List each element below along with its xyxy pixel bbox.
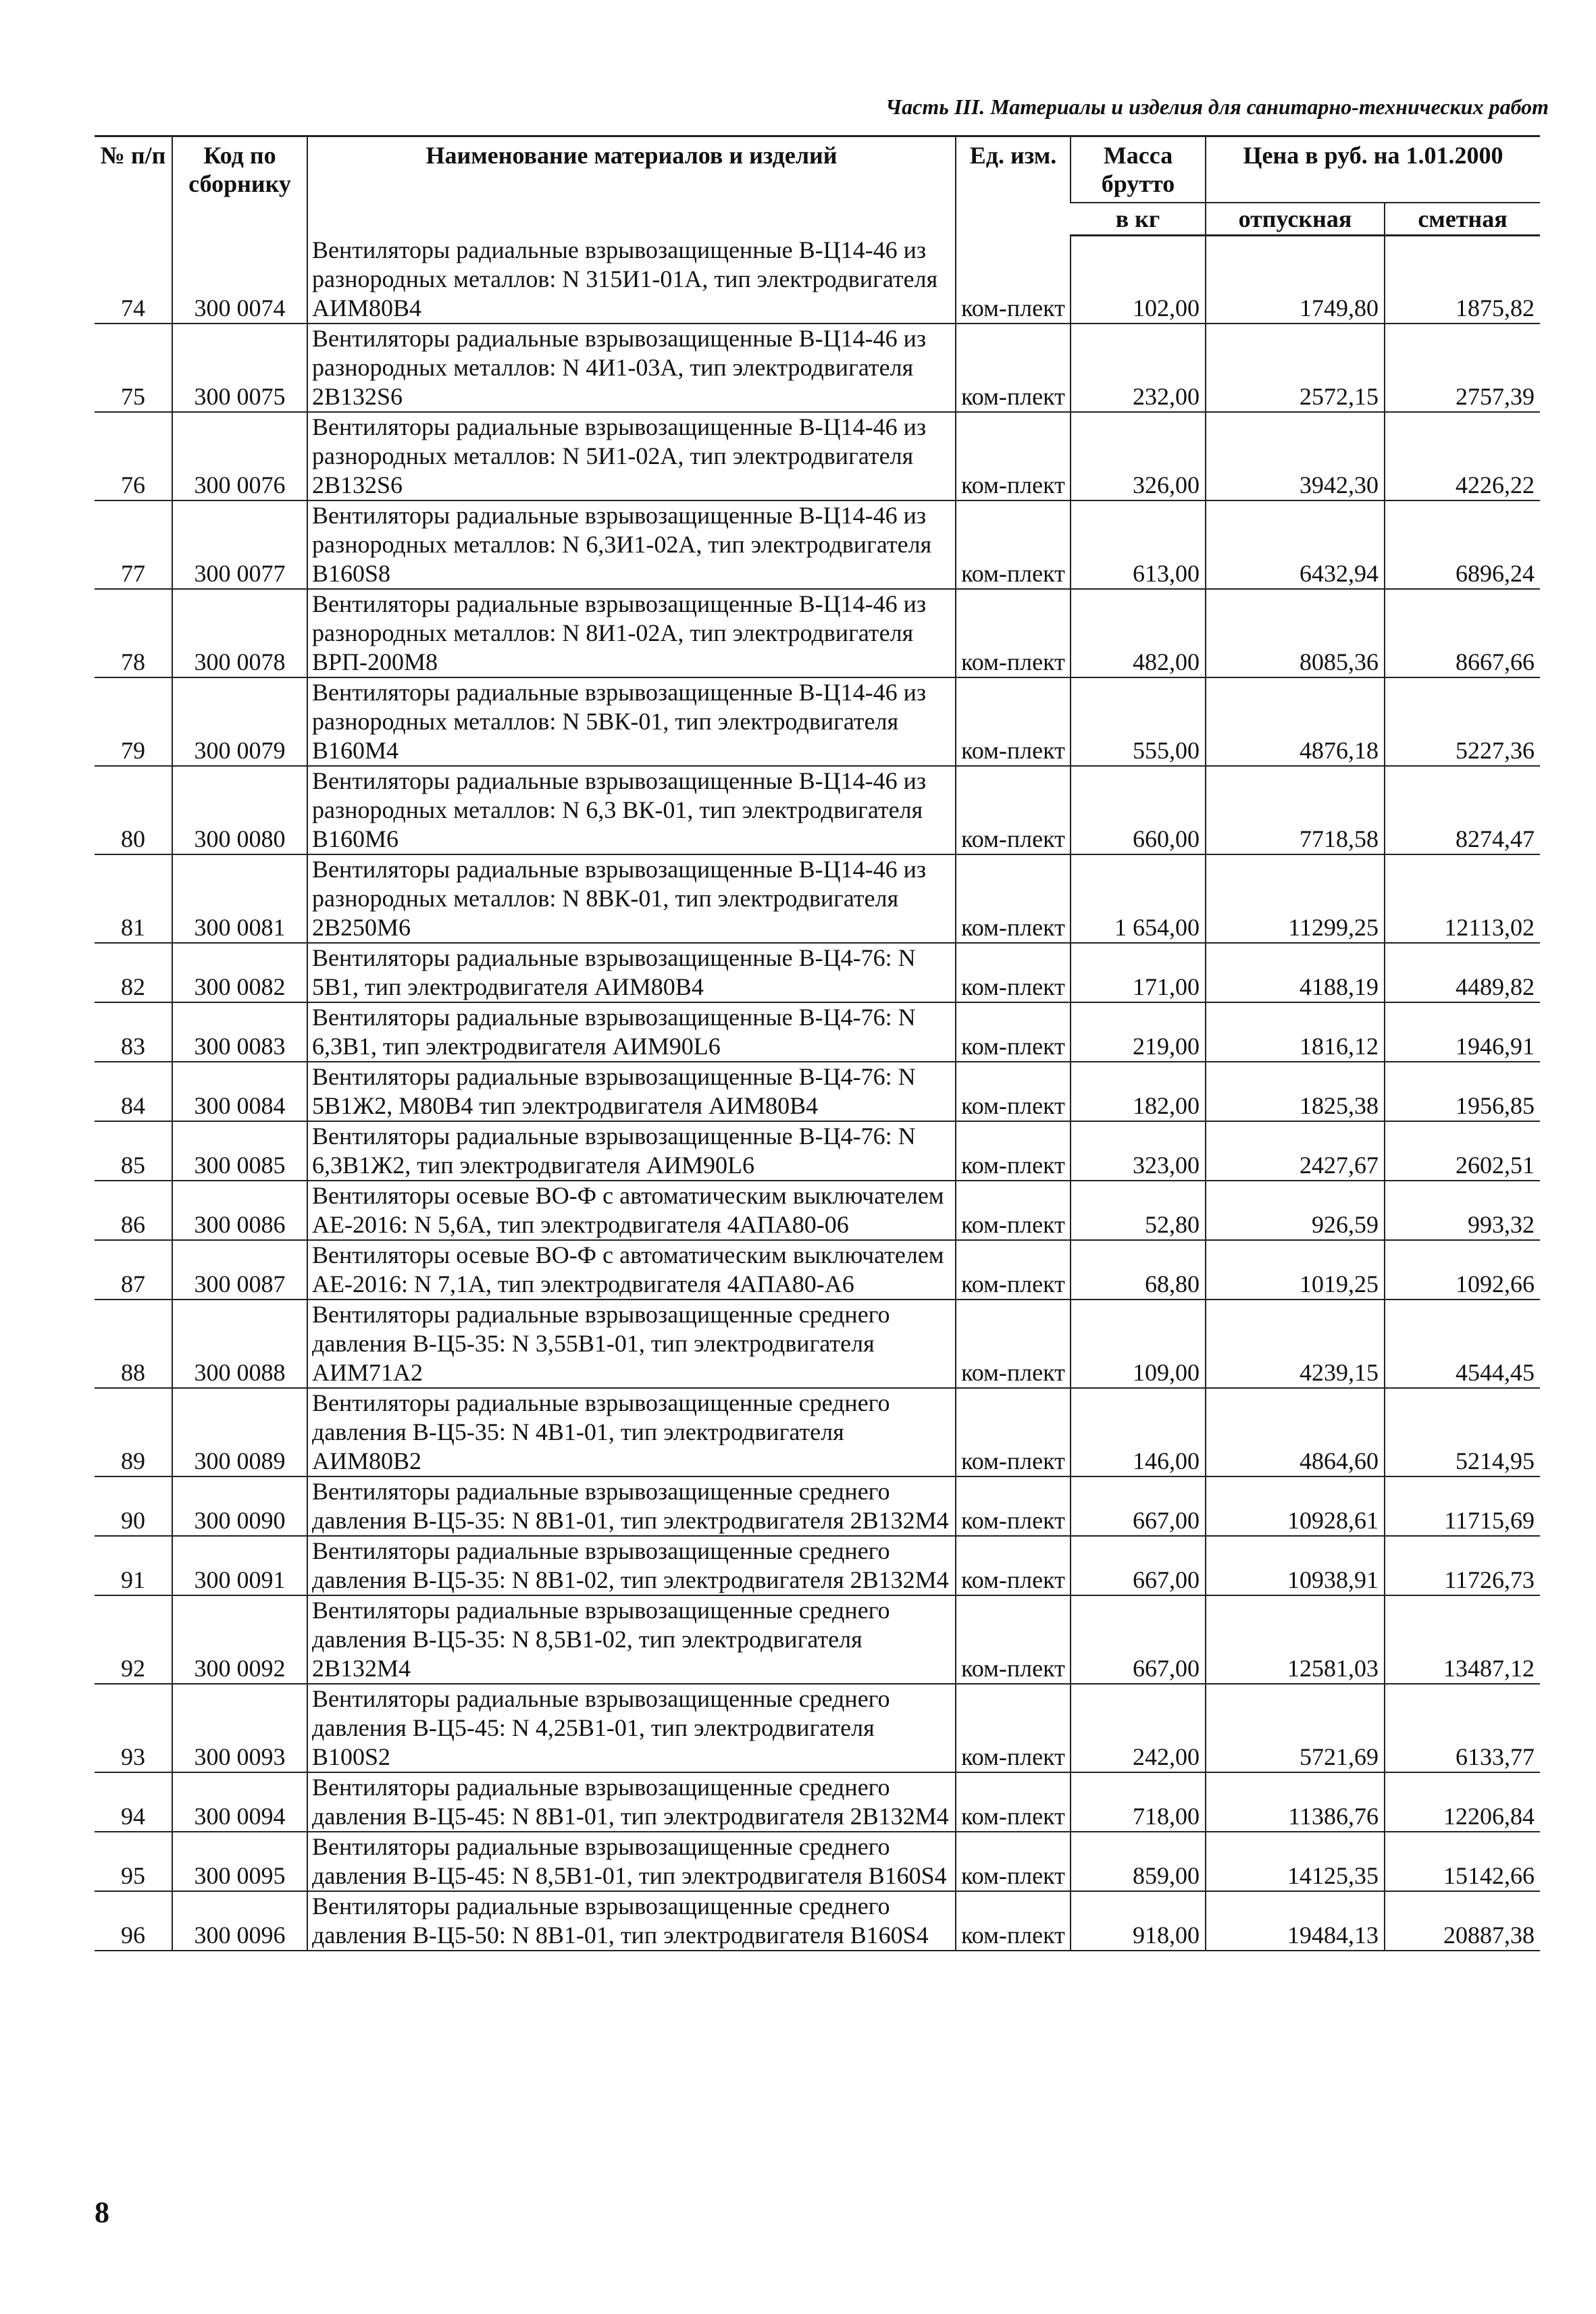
row-num: 78 — [95, 589, 172, 677]
row-unit: ком-плект — [956, 1536, 1071, 1595]
row-num: 85 — [95, 1121, 172, 1181]
row-price-estimate: 8274,47 — [1385, 766, 1540, 854]
row-mass: 326,00 — [1071, 412, 1206, 500]
row-price-estimate: 1092,66 — [1385, 1240, 1540, 1300]
row-code: 300 0082 — [172, 943, 307, 1002]
col-header-mass-unit: в кг — [1071, 203, 1206, 236]
row-price-estimate: 5214,95 — [1385, 1388, 1540, 1476]
row-num: 89 — [95, 1388, 172, 1476]
table-row — [95, 766, 1540, 854]
table-row — [95, 1002, 1540, 1062]
row-mass: 232,00 — [1071, 324, 1206, 412]
row-price-release: 1749,80 — [1206, 236, 1385, 324]
row-price-release: 11299,25 — [1206, 854, 1385, 943]
table-row — [95, 236, 1540, 324]
row-name: Вентиляторы радиальные взрывозащищенные среднего давления В-Ц5-50: N 8В1-01, тип электродвигателя В160S4 — [307, 1891, 956, 1951]
row-code: 300 0084 — [172, 1062, 307, 1121]
col-header-price-group: Цена в руб. на 1.01.2000 — [1206, 136, 1540, 203]
row-code: 300 0078 — [172, 589, 307, 677]
row-unit: ком-плект — [956, 1891, 1071, 1951]
row-name: Вентиляторы радиальные взрывозащищенные В-Ц4-76: N 5В1Ж2, М80В4 тип электродвигателя АИМ80В4 — [307, 1062, 956, 1121]
row-mass: 660,00 — [1071, 766, 1206, 854]
row-num: 79 — [95, 677, 172, 766]
row-unit: ком-плект — [956, 1772, 1071, 1832]
row-name: Вентиляторы радиальные взрывозащищенные В-Ц14-46 из разнородных металлов: N 8ВК-01, тип электродвигателя 2В250М6 — [307, 854, 956, 943]
row-price-estimate: 2757,39 — [1385, 324, 1540, 412]
row-mass: 859,00 — [1071, 1832, 1206, 1891]
row-num: 94 — [95, 1772, 172, 1832]
row-price-release: 4876,18 — [1206, 677, 1385, 766]
row-name: Вентиляторы радиальные взрывозащищенные В-Ц14-46 из разнородных металлов: N 5И1-02А, тип электродвигателя 2В132S6 — [307, 412, 956, 500]
row-price-release: 926,59 — [1206, 1181, 1385, 1240]
row-num: 84 — [95, 1062, 172, 1121]
row-unit: ком-плект — [956, 1002, 1071, 1062]
row-price-release: 7718,58 — [1206, 766, 1385, 854]
table-row — [95, 412, 1540, 500]
row-mass: 918,00 — [1071, 1891, 1206, 1951]
row-price-estimate: 4226,22 — [1385, 412, 1540, 500]
page-number: 8 — [95, 2196, 109, 2229]
row-price-release: 4864,60 — [1206, 1388, 1385, 1476]
row-code: 300 0080 — [172, 766, 307, 854]
row-num: 82 — [95, 943, 172, 1002]
row-name: Вентиляторы радиальные взрывозащищенные среднего давления В-Ц5-45: N 8В1-01, тип электродвигателя 2В132М4 — [307, 1772, 956, 1832]
col-header-name: Наименование материалов и изделий — [307, 136, 956, 236]
row-code: 300 0093 — [172, 1684, 307, 1772]
row-price-estimate: 15142,66 — [1385, 1832, 1540, 1891]
row-unit: ком-плект — [956, 1062, 1071, 1121]
row-code: 300 0083 — [172, 1002, 307, 1062]
row-unit: ком-плект — [956, 854, 1071, 943]
table-row — [95, 1891, 1540, 1951]
table-body — [95, 236, 1540, 1951]
row-code: 300 0095 — [172, 1832, 307, 1891]
row-price-release: 5721,69 — [1206, 1684, 1385, 1772]
row-num: 90 — [95, 1476, 172, 1536]
row-price-estimate: 1875,82 — [1385, 236, 1540, 324]
row-mass: 68,80 — [1071, 1240, 1206, 1300]
row-price-estimate: 8667,66 — [1385, 589, 1540, 677]
row-price-release: 3942,30 — [1206, 412, 1385, 500]
row-name: Вентиляторы радиальные взрывозащищенные В-Ц14-46 из разнородных металлов: N 8И1-02А, тип электродвигателя ВРП-200М8 — [307, 589, 956, 677]
table-row — [95, 1300, 1540, 1388]
row-mass: 323,00 — [1071, 1121, 1206, 1181]
row-price-release: 14125,35 — [1206, 1832, 1385, 1891]
row-price-release: 8085,36 — [1206, 589, 1385, 677]
row-code: 300 0087 — [172, 1240, 307, 1300]
table-row — [95, 500, 1540, 589]
row-name: Вентиляторы радиальные взрывозащищенные В-Ц4-76: N 6,3В1, тип электродвигателя АИМ90L6 — [307, 1002, 956, 1062]
row-num: 74 — [95, 236, 172, 324]
row-name: Вентиляторы радиальные взрывозащищенные В-Ц14-46 из разнородных металлов: N 315И1-01А, тип электродвигателя АИМ80В4 — [307, 236, 956, 324]
row-mass: 667,00 — [1071, 1595, 1206, 1684]
price-table — [95, 135, 1540, 1951]
row-price-estimate: 5227,36 — [1385, 677, 1540, 766]
row-unit: ком-плект — [956, 1300, 1071, 1388]
row-mass: 613,00 — [1071, 500, 1206, 589]
row-code: 300 0076 — [172, 412, 307, 500]
row-price-estimate: 4544,45 — [1385, 1300, 1540, 1388]
row-price-release: 10938,91 — [1206, 1536, 1385, 1595]
col-header-code: Код по сборнику — [172, 136, 307, 236]
row-name: Вентиляторы радиальные взрывозащищенные среднего давления В-Ц5-35: N 8В1-01, тип электродвигателя 2В132М4 — [307, 1476, 956, 1536]
table-row — [95, 324, 1540, 412]
row-mass: 219,00 — [1071, 1002, 1206, 1062]
row-code: 300 0085 — [172, 1121, 307, 1181]
row-mass: 146,00 — [1071, 1388, 1206, 1476]
row-mass: 109,00 — [1071, 1300, 1206, 1388]
row-mass: 242,00 — [1071, 1684, 1206, 1772]
row-price-estimate: 11715,69 — [1385, 1476, 1540, 1536]
row-name: Вентиляторы радиальные взрывозащищенные В-Ц14-46 из разнородных металлов: N 6,3И1-02А, тип электродвигателя В160S8 — [307, 500, 956, 589]
row-mass: 182,00 — [1071, 1062, 1206, 1121]
row-code: 300 0079 — [172, 677, 307, 766]
row-price-estimate: 20887,38 — [1385, 1891, 1540, 1951]
row-code: 300 0075 — [172, 324, 307, 412]
row-price-release: 19484,13 — [1206, 1891, 1385, 1951]
row-price-estimate: 2602,51 — [1385, 1121, 1540, 1181]
running-header: Часть III. Материалы и изделия для санитарно-технических работ — [885, 95, 1549, 119]
row-unit: ком-плект — [956, 1388, 1071, 1476]
row-price-release: 2427,67 — [1206, 1121, 1385, 1181]
row-name: Вентиляторы радиальные взрывозащищенные среднего давления В-Ц5-35: N 8,5В1-02, тип электродвигателя 2В132М4 — [307, 1595, 956, 1684]
table-row — [95, 854, 1540, 943]
row-price-release: 1825,38 — [1206, 1062, 1385, 1121]
row-num: 81 — [95, 854, 172, 943]
row-name: Вентиляторы радиальные взрывозащищенные среднего давления В-Ц5-45: N 4,25В1-01, тип электродвигателя В100S2 — [307, 1684, 956, 1772]
row-name: Вентиляторы радиальные взрывозащищенные В-Ц4-76: N 5В1, тип электродвигателя АИМ80В4 — [307, 943, 956, 1002]
row-code: 300 0091 — [172, 1536, 307, 1595]
price-table-container — [95, 135, 1540, 1951]
row-num: 95 — [95, 1832, 172, 1891]
row-num: 83 — [95, 1002, 172, 1062]
table-row — [95, 1832, 1540, 1891]
table-row — [95, 1388, 1540, 1476]
table-row — [95, 1684, 1540, 1772]
row-code: 300 0090 — [172, 1476, 307, 1536]
row-unit: ком-плект — [956, 589, 1071, 677]
row-unit: ком-плект — [956, 500, 1071, 589]
row-price-release: 12581,03 — [1206, 1595, 1385, 1684]
row-price-estimate: 12113,02 — [1385, 854, 1540, 943]
col-header-price-estimate: сметная — [1385, 203, 1540, 236]
table-row — [95, 1595, 1540, 1684]
row-mass: 482,00 — [1071, 589, 1206, 677]
row-mass: 52,80 — [1071, 1181, 1206, 1240]
row-name: Вентиляторы радиальные взрывозащищенные В-Ц14-46 из разнородных металлов: N 4И1-03А, тип электродвигателя 2В132S6 — [307, 324, 956, 412]
row-price-release: 1816,12 — [1206, 1002, 1385, 1062]
table-row — [95, 1240, 1540, 1300]
row-name: Вентиляторы радиальные взрывозащищенные среднего давления В-Ц5-35: N 4В1-01, тип электродвигателя АИМ80В2 — [307, 1388, 956, 1476]
row-num: 96 — [95, 1891, 172, 1951]
row-price-release: 4239,15 — [1206, 1300, 1385, 1388]
row-mass: 667,00 — [1071, 1536, 1206, 1595]
row-price-release: 10928,61 — [1206, 1476, 1385, 1536]
row-price-estimate: 6896,24 — [1385, 500, 1540, 589]
row-price-release: 4188,19 — [1206, 943, 1385, 1002]
row-name: Вентиляторы радиальные взрывозащищенные среднего давления В-Ц5-35: N 8В1-02, тип электродвигателя 2В132М4 — [307, 1536, 956, 1595]
row-num: 87 — [95, 1240, 172, 1300]
row-unit: ком-плект — [956, 1832, 1071, 1891]
row-price-release: 2572,15 — [1206, 324, 1385, 412]
row-code: 300 0094 — [172, 1772, 307, 1832]
row-unit: ком-плект — [956, 766, 1071, 854]
row-code: 300 0088 — [172, 1300, 307, 1388]
row-unit: ком-плект — [956, 1121, 1071, 1181]
row-mass: 102,00 — [1071, 236, 1206, 324]
row-unit: ком-плект — [956, 412, 1071, 500]
row-mass: 1 654,00 — [1071, 854, 1206, 943]
row-code: 300 0086 — [172, 1181, 307, 1240]
row-price-estimate: 4489,82 — [1385, 943, 1540, 1002]
row-code: 300 0092 — [172, 1595, 307, 1684]
row-name: Вентиляторы радиальные взрывозащищенные среднего давления В-Ц5-45: N 8,5В1-01, тип электродвигателя В160S4 — [307, 1832, 956, 1891]
row-price-estimate: 11726,73 — [1385, 1536, 1540, 1595]
table-row — [95, 1772, 1540, 1832]
row-price-estimate: 12206,84 — [1385, 1772, 1540, 1832]
table-row — [95, 1181, 1540, 1240]
row-num: 77 — [95, 500, 172, 589]
table-row — [95, 943, 1540, 1002]
row-name: Вентиляторы радиальные взрывозащищенные В-Ц14-46 из разнородных металлов: N 6,3 ВК-01, тип электродвигателя В160М6 — [307, 766, 956, 854]
row-num: 80 — [95, 766, 172, 854]
row-mass: 718,00 — [1071, 1772, 1206, 1832]
row-price-estimate: 13487,12 — [1385, 1595, 1540, 1684]
row-unit: ком-плект — [956, 943, 1071, 1002]
row-price-estimate: 993,32 — [1385, 1181, 1540, 1240]
row-code: 300 0077 — [172, 500, 307, 589]
row-code: 300 0089 — [172, 1388, 307, 1476]
row-unit: ком-плект — [956, 1181, 1071, 1240]
row-num: 92 — [95, 1595, 172, 1684]
row-price-estimate: 1946,91 — [1385, 1002, 1540, 1062]
row-mass: 555,00 — [1071, 677, 1206, 766]
row-name: Вентиляторы радиальные взрывозащищенные В-Ц4-76: N 6,3В1Ж2, тип электродвигателя АИМ90L6 — [307, 1121, 956, 1181]
row-unit: ком-плект — [956, 1476, 1071, 1536]
row-code: 300 0096 — [172, 1891, 307, 1951]
row-num: 86 — [95, 1181, 172, 1240]
table-row — [95, 677, 1540, 766]
row-name: Вентиляторы радиальные взрывозащищенные среднего давления В-Ц5-35: N 3,55В1-01, тип электродвигателя АИМ71А2 — [307, 1300, 956, 1388]
row-unit: ком-плект — [956, 677, 1071, 766]
row-num: 75 — [95, 324, 172, 412]
col-header-unit: Ед. изм. — [956, 136, 1071, 236]
table-row — [95, 1536, 1540, 1595]
row-price-estimate: 6133,77 — [1385, 1684, 1540, 1772]
row-code: 300 0081 — [172, 854, 307, 943]
row-unit: ком-плект — [956, 236, 1071, 324]
row-unit: ком-плект — [956, 1684, 1071, 1772]
row-name: Вентиляторы осевые ВО-Ф с автоматическим выключателем АЕ-2016: N 7,1А, тип электродвигателя 4АПА80-А6 — [307, 1240, 956, 1300]
row-unit: ком-плект — [956, 324, 1071, 412]
row-name: Вентиляторы радиальные взрывозащищенные В-Ц14-46 из разнородных металлов: N 5ВК-01, тип электродвигателя В160М4 — [307, 677, 956, 766]
table-row — [95, 1121, 1540, 1181]
row-mass: 667,00 — [1071, 1476, 1206, 1536]
table-row — [95, 1476, 1540, 1536]
row-price-estimate: 1956,85 — [1385, 1062, 1540, 1121]
row-name: Вентиляторы осевые ВО-Ф с автоматическим выключателем АЕ-2016: N 5,6А, тип электродвигателя 4АПА80-06 — [307, 1181, 956, 1240]
row-num: 91 — [95, 1536, 172, 1595]
row-mass: 171,00 — [1071, 943, 1206, 1002]
col-header-num: № п/п — [95, 136, 172, 236]
row-code: 300 0074 — [172, 236, 307, 324]
col-header-mass: Масса брутто — [1071, 136, 1206, 203]
col-header-price-release: отпускная — [1206, 203, 1385, 236]
row-num: 93 — [95, 1684, 172, 1772]
row-price-release: 11386,76 — [1206, 1772, 1385, 1832]
row-unit: ком-плект — [956, 1240, 1071, 1300]
row-num: 76 — [95, 412, 172, 500]
row-price-release: 6432,94 — [1206, 500, 1385, 589]
row-unit: ком-плект — [956, 1595, 1071, 1684]
row-price-release: 1019,25 — [1206, 1240, 1385, 1300]
row-num: 88 — [95, 1300, 172, 1388]
table-row — [95, 1062, 1540, 1121]
table-row — [95, 589, 1540, 677]
